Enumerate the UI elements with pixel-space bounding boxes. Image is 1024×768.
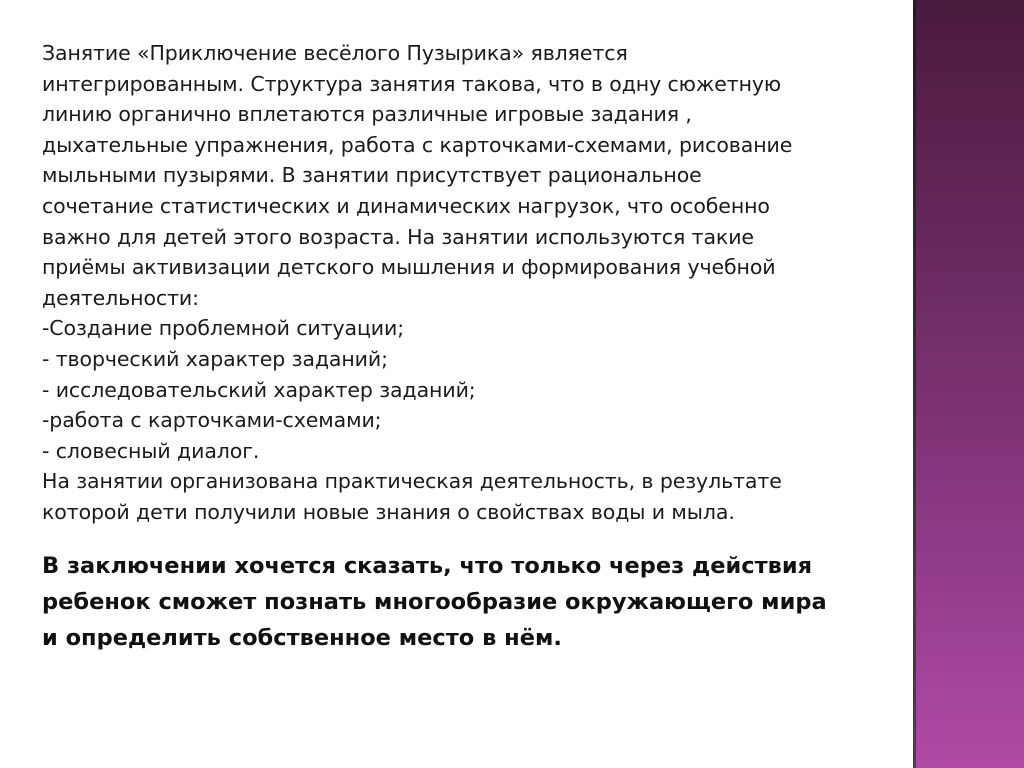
slide-content <box>42 38 882 656</box>
conclusion-text: В заключении хочется сказать, что только через действия ребенок сможет познать многообразие окружающего мира и определить собственное место в нём. <box>42 552 827 651</box>
decorative-side-band <box>913 0 1024 768</box>
body-text: Занятие «Приключение весёлого Пузырика» является интегрированным. Структура занятия такова, что в одну сюжетную линию органично вплетаются различные игровые задания , дыхательные упражнения, работа с карточками-схемами, рисование мыльными пузырями. В занятии присутствует рациональное сочетание статистических и динамических нагрузок, что особенно важно для детей этого возраста. На занятии используются такие приёмы активизации детского мышления и формирования учебной деятельности: -Создание проблемной ситуации; - творческий характер заданий; - исследовательский характер заданий; -работа с карточками-схемами; - словесный диалог. На занятии организована практическая деятельность, в результате которой дети получили новые знания о свойствах воды и мыла. <box>42 41 793 524</box>
